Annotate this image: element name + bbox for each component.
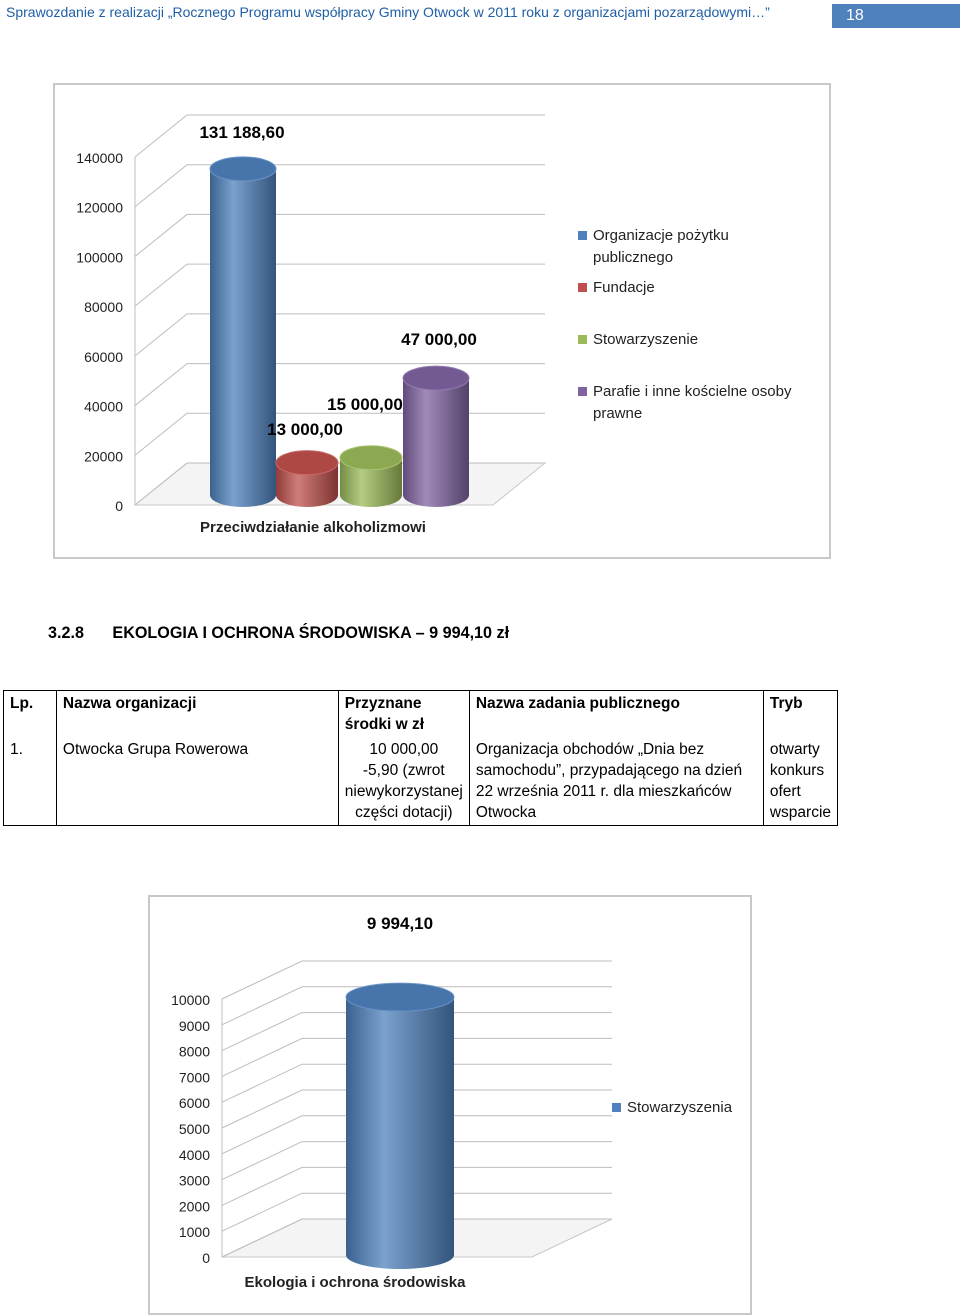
running-header: Sprawozdanie z realizacji „Rocznego Programu współpracy Gminy Otwock w 2011 roku z organizacjami pozarządowymi…” [6,4,770,20]
bar-cylinder [403,378,469,507]
y-tick-label: 20000 [84,448,123,465]
bar-top [346,983,454,1011]
y-tick-label: 80000 [84,299,123,316]
cell-task: Organizacja obchodów „Dnia bez samochodu”, przypadającego na dzień 22 września 2011 r. dla mieszkańców Otwocka [469,737,763,826]
x-category-label: Przeciwdziałanie alkoholizmowi [200,519,426,536]
y-tick-label: 2000 [178,1198,210,1215]
organizations-table [3,690,838,826]
y-tick-label: 0 [202,1250,210,1266]
y-tick-label: 100000 [76,249,123,266]
bar-top [403,366,469,390]
chart-ecology [148,895,752,1315]
amount-value: 10 000,00 [369,741,439,758]
section-heading [48,623,509,643]
legend-label: Stowarzyszenie [593,331,699,348]
legend-label-cont: prawne [593,405,643,422]
legend-label: Organizacje pożytku [593,227,729,244]
bar-cylinder [210,169,276,507]
y-tick-label: 3000 [178,1172,210,1189]
bar-cylinder [346,997,454,1269]
y-tick-label: 7000 [178,1069,210,1086]
x-category-label: Ekologia i ochrona środowiska [244,1274,466,1291]
bar-top [276,451,338,475]
legend-swatch [578,387,587,396]
y-tick-label: 4000 [178,1146,210,1163]
y-tick-label: 5000 [178,1121,210,1137]
chart-alcoholism-plot [55,85,829,557]
section-number: 3.2.8 [48,623,84,642]
data-label: 9 994,10 [366,914,434,933]
section-title: EKOLOGIA I OCHRONA ŚRODOWISKA – 9 994,10 zł [112,623,510,642]
y-tick-label: 8000 [178,1043,210,1060]
table-row [4,737,838,826]
legend-swatch [578,283,587,292]
y-tick-label: 9000 [178,1017,210,1034]
cell-mode: otwarty konkurs ofert wsparcie [763,737,837,826]
chart-alcoholism [53,83,831,559]
y-tick-label: 0 [115,498,123,514]
header-lp: Lp. [4,691,57,738]
chart-ecology-plot [150,897,750,1315]
y-tick-label: 40000 [84,398,123,415]
legend-label: Parafie i inne kościelne osoby [593,383,792,400]
cell-lp: 1. [4,737,57,826]
y-tick-label: 60000 [84,348,123,365]
y-tick-label: 10000 [171,992,210,1008]
plot-back-wall [135,115,545,505]
page-number: 18 [832,4,960,28]
legend-swatch [578,231,587,240]
legend-swatch [578,335,587,344]
y-tick-label: 1000 [178,1224,210,1241]
legend-label: Fundacje [593,279,655,296]
cell-amount [338,737,469,826]
data-label: 131 188,60 [199,123,285,142]
table-header-row [4,691,838,738]
header-name: Nazwa organizacji [56,691,338,738]
legend-label: Stowarzyszenia [627,1099,733,1116]
data-label: 15 000,00 [327,395,403,414]
bar-top [340,446,402,470]
y-tick-label: 6000 [178,1095,210,1112]
y-tick-label: 120000 [76,199,123,216]
header-task: Nazwa zadania publicznego [469,691,763,738]
legend-swatch [612,1103,621,1112]
cell-name: Otwocka Grupa Rowerowa [56,737,338,826]
data-label: 47 000,00 [401,330,477,349]
header-amount: Przyznane środki w zł [338,691,469,738]
legend-label-cont: publicznego [593,249,674,266]
y-tick-label: 140000 [76,150,123,166]
header-mode: Tryb [763,691,837,738]
bar-top [210,157,276,181]
amount-note: -5,90 (zwrot niewykorzystanej części dotacji) [344,762,463,821]
data-label: 13 000,00 [267,420,343,439]
